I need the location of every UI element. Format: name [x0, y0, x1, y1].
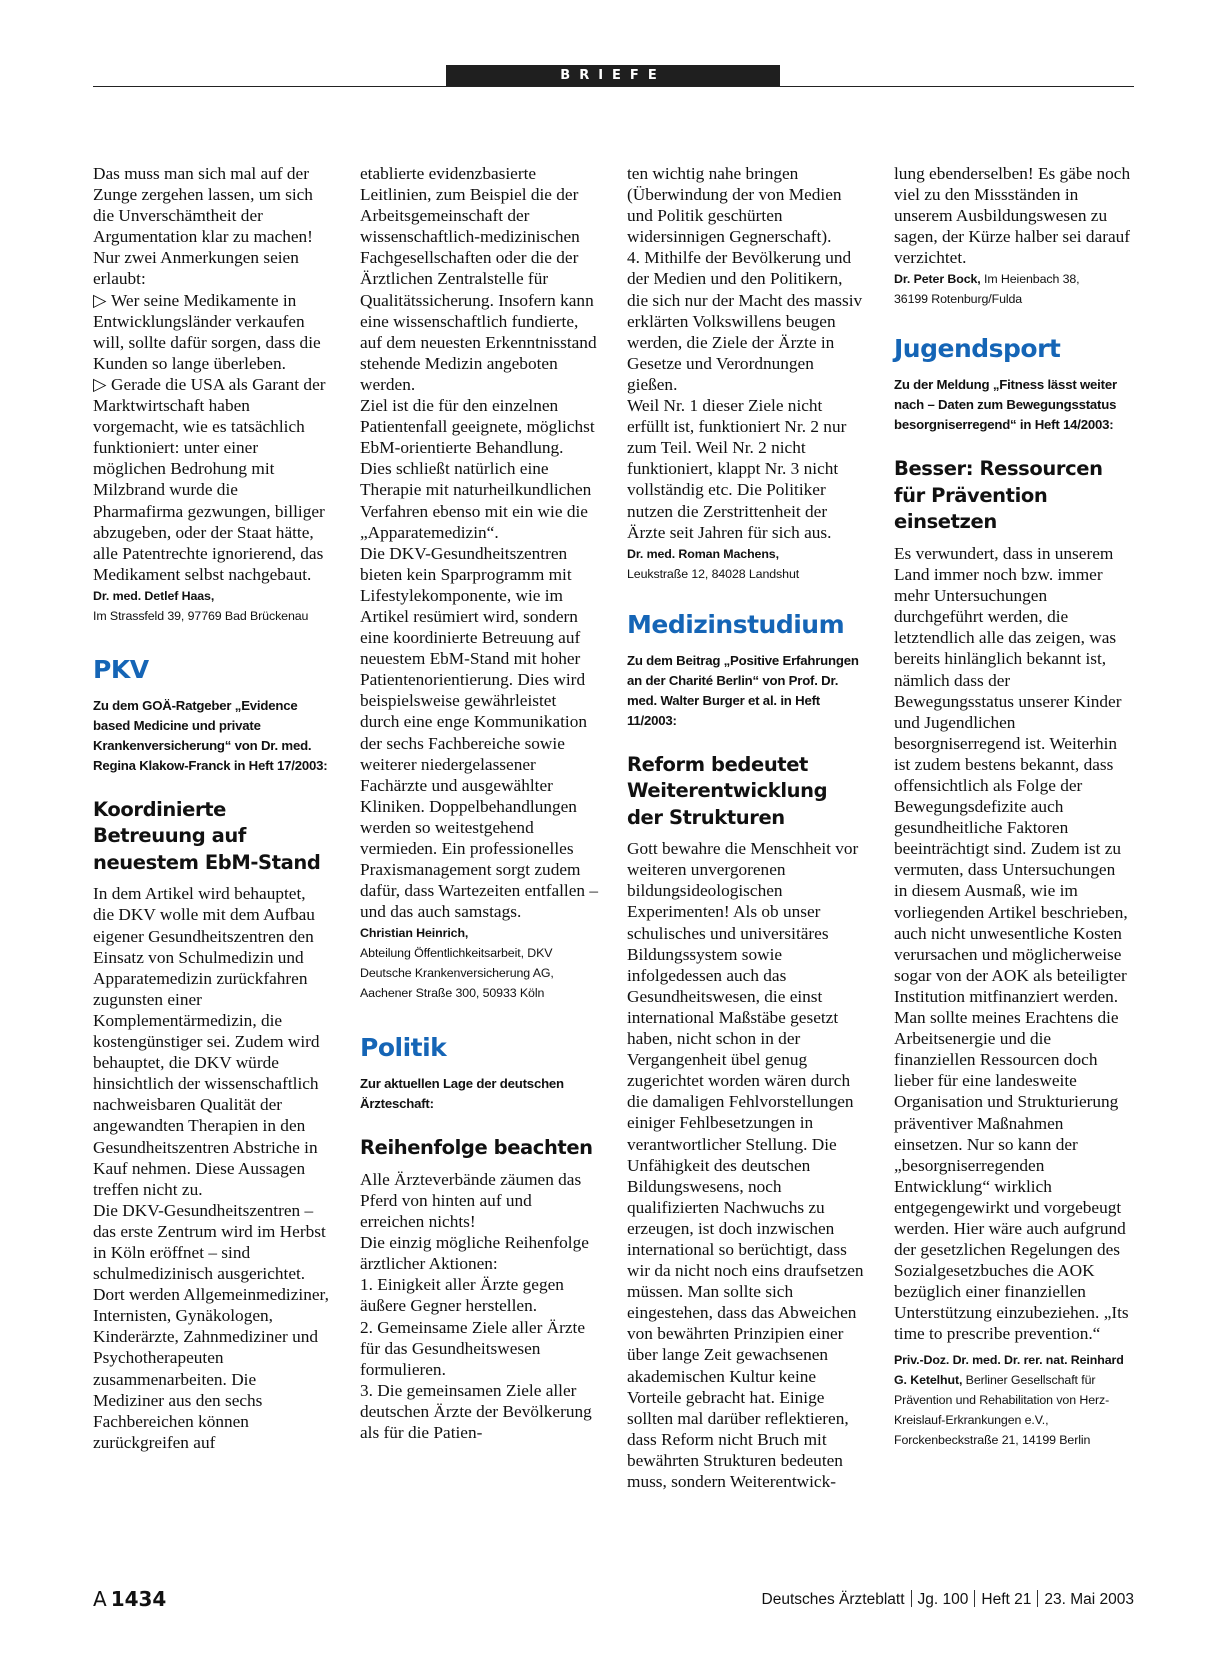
column-1 — [93, 163, 331, 1453]
page-number — [93, 1587, 166, 1611]
section-tab: BRIEFE — [446, 65, 780, 86]
reference-line: Zu der Meldung „Fitness lässt weiter nach – Daten zum Bewegungsstatus besorgniserregend“ in Heft 14/2003: — [894, 377, 1117, 433]
journal-footer — [762, 1590, 1134, 1609]
bullet-item — [93, 374, 331, 585]
author-address: Deutsche Krankenversicherung AG, — [360, 966, 554, 981]
topic-heading: Politik — [360, 1033, 447, 1063]
author-name: Dr. Peter Bock, — [894, 272, 981, 287]
footer-separator — [1037, 1590, 1038, 1607]
author-address: Im Strassfeld 39, 97769 Bad Brückenau — [93, 608, 309, 623]
paragraph: Das muss man sich mal auf der Zunge zergehen lassen, um sich die Unverschämtheit der Argumentation klar zu machen! — [93, 164, 313, 247]
paragraph: Ziel ist die für den einzelnen Patientenfall geeignete, möglichst EbM-orientierte Behandlung. Dies schließt natürlich eine Therapie mit naturheilkundlichen Verfahren ebenso mit ein wie die „Apparatemedizin“. — [360, 396, 595, 542]
paragraph: etablierte evidenzbasierte Leitlinien, zum Beispiel die der Arbeitsgemeinschaft der wissenschaftlich-medizinischen Fachgesellschaften oder die der Ärztlichen Zentralstelle für Qualitätssicherung. Insofern kann eine wissenschaftlich fundierte, auf dem neuesten Erkenntnisstand stehende Medizin angeboten werden. — [360, 164, 597, 394]
paragraph: Nur zwei Anmerkungen seien erlaubt: — [93, 248, 299, 289]
topic-heading: PKV — [93, 654, 149, 684]
author-name: Christian Heinrich, — [360, 926, 469, 941]
bullet-item — [93, 290, 331, 374]
author-address: Leukstraße 12, 84028 Landshut — [627, 566, 800, 581]
paragraph: Die DKV-Gesundheitszentren – das erste Zentrum wird im Herbst in Köln eröffnet – sind schulmedizinisch ausgerichtet. Dort werden Allgemeinmediziner, Internisten, Gynäkologen, Kinderärzte, Zahnmediziner und Psychotherapeuten zusammenarbeiten. Die Mediziner aus den sechs Fachbereichen können zurückgreifen auf — [93, 1200, 329, 1452]
column-3 — [627, 163, 865, 1492]
footer-separator — [911, 1590, 912, 1607]
header-rule — [93, 86, 1134, 87]
paragraph: Die einzig mögliche Reihenfolge ärztlicher Aktionen: — [360, 1233, 589, 1274]
journal-volume: Jg. 100 — [917, 1591, 969, 1608]
signature — [627, 544, 865, 584]
paragraph: Alle Ärzteverbände zäumen das Pferd von hinten auf und erreichen nichts! — [360, 1169, 582, 1232]
author-address: Aachener Straße 300, 50933 Köln — [360, 986, 545, 1001]
triangle-bullet-icon: ▷ — [93, 290, 107, 310]
paragraph: lung ebenderselben! Es gäbe noch viel zu den Missständen in unserem Ausbildungswesen zu sagen, der Kürze halber sei darauf verzichtet. — [894, 164, 1131, 268]
signature — [93, 586, 331, 626]
bullet-text: Gerade die USA als Garant der Marktwirtschaft haben vorgemacht, wie es tatsächlich funktioniert: unter einer möglichen Bedrohung mit Milzbrand wurde die Pharmafirma gezwungen, billiger abzugeben, oder der Staat hätte, alle Patentrechte ignorierend, das Medikament selbst nachgebaut. — [93, 374, 326, 584]
letter-headline: Reform bedeutet Weiterentwicklung der Strukturen — [627, 752, 828, 829]
paragraph: 1. Einigkeit aller Ärzte gegen äußere Gegner herstellen. — [360, 1275, 564, 1316]
signature — [894, 1350, 1132, 1450]
paragraph: Weil Nr. 1 dieser Ziele nicht erfüllt ist, funktioniert Nr. 2 nur zum Teil. Weil Nr. 2 nicht funktioniert, klappt Nr. 3 nicht vollständig etc. Die Politiker nutzen die Zerstrittenheit der Ärzte seit Jahren für sich aus. — [627, 396, 847, 542]
page-prefix: A — [93, 1587, 107, 1611]
letter-headline: Besser: Ressourcen für Prävention einsetzen — [894, 457, 1103, 534]
author-name: Dr. med. Detlef Haas, — [93, 588, 215, 603]
page-number-value: 1434 — [110, 1587, 167, 1611]
topic-heading: Jugendsport — [894, 334, 1061, 364]
author-address: 36199 Rotenburg/Fulda — [894, 292, 1023, 307]
paragraph: 3. Die gemeinsamen Ziele aller deutschen Ärzte der Bevölkerung als für die Patien- — [360, 1380, 592, 1442]
footer-separator — [974, 1590, 975, 1607]
journal-issue: Heft 21 — [981, 1591, 1032, 1608]
signature — [894, 269, 1132, 309]
reference-line: Zu dem Beitrag „Positive Erfahrungen an der Charité Berlin“ von Prof. Dr. med. Walter Burger et al. in Heft 11/2003: — [627, 652, 859, 728]
triangle-bullet-icon: ▷ — [93, 374, 107, 394]
signature — [360, 923, 598, 1003]
topic-heading: Medizinstudium — [627, 609, 845, 639]
paragraph: In dem Artikel wird behauptet, die DKV wolle mit dem Aufbau eigener Gesundheitszentren den Einsatz von Schulmedizin und Apparatemedizin zurückfahren zugunsten einer Komplementärmedizin, die kostengünstiger sei. Zudem wird behauptet, die DKV würde hinsichtlich der wissenschaftlich nachweisbaren Qualität der angewandten Therapien in den Gesundheitszentren Abstriche in Kauf nehmen. Diese Aussagen treffen nicht zu. — [93, 884, 320, 1199]
author-address: Im Heienbach 38, — [984, 272, 1080, 287]
journal-date: 23. Mai 2003 — [1044, 1591, 1134, 1608]
reference-line: Zur aktuellen Lage der deutschen Ärzteschaft: — [360, 1076, 564, 1112]
author-name: Priv.-Doz. Dr. med. Dr. rer. nat. Reinhard G. Ketelhut, — [894, 1352, 1124, 1387]
paragraph: Es verwundert, dass in unserem Land immer noch bzw. immer mehr Untersuchungen durchgeführt werden, die letztendlich alle das zeigen, was bereits hinlänglich bekannt ist, nämlich dass der Bewegungsstatus unserer Kinder und Jugendlichen besorgniserregend ist. Weiterhin ist zudem bestens bekannt, dass offensichtlich als Folge der Bewegungsdefizite auch gesundheitliche Faktoren beeinträchtigt sind. Zudem ist zu vermuten, dass Untersuchungen in diesem Ausmaß, wie im vorliegenden Artikel beschrieben, auch nicht unwesentliche Kosten verursachen und möglicherweise sogar von der AOK als beteiligter Institution mitfinanziert werden. Man sollte meines Erachtens die Arbeitsenergie und die finanziellen Ressourcen doch lieber für eine landesweite Organisation und Strukturierung präventiver Maßnahmen einsetzen. Nur so kann der „besorgniserregenden Entwicklung“ wirklich entgegengewirkt und vorgebeugt werden. Hier wäre auch aufgrund der gesetzlichen Regelungen des Sozialgesetzbuches die AOK bezüglich einer finanziellen Unterstützung einzubeziehen. „Its time to prescribe prevention.“ — [894, 543, 1129, 1344]
paragraph: Gott bewahre die Menschheit vor weiteren unvergorenen bildungsideologischen Experimenten! Als ob unser schulisches und universitäres Bildungssystem sowie infolgedessen auch das Gesundheitswesen, die einst international Maßstäbe gesetzt haben, nicht schon in der Vergangenheit übel genug zugerichtet worden wären durch die damaligen Fehlvorstellungen einiger Fehlbesetzungen in verantwortlicher Stellung. Die Unfähigkeit des deutschen Bildungswesens, noch qualifizierten Nachwuchs zu erzeugen, ist doch inzwischen international so berüchtigt, dass wir da nicht noch eins draufsetzen müssen. Man sollte sich eingestehen, dass das Abweichen von bewährten Prinzipien einer über lange Zeit gewachsenen akademischen Kultur keine Vorteile gebracht hat. Einige sollten mal darüber reflektieren, dass Reform nicht Bruch mit bewährten Strukturen bedeuten muss, sondern Weiterentwick- — [627, 839, 864, 1491]
letter-headline: Reihenfolge beachten — [360, 1136, 593, 1160]
bullet-text: Wer seine Medikamente in Entwicklungsländer verkaufen will, sollte dafür sorgen, dass die Kunden so lange überleben. — [93, 290, 321, 373]
paragraph: ten wichtig nahe bringen (Überwindung der von Medien und Politik geschürten widersinnigen Gegnerschaft). — [627, 164, 842, 247]
paragraph: Die DKV-Gesundheitszentren bieten kein Sparprogramm mit Lifestylekomponente, wie im Artikel resümiert wird, sondern eine koordinierte Betreuung auf neuestem EbM-Stand mit hoher Patientenorientierung. Dies wird beispielsweise gewährleistet durch eine enge Kommunikation der sechs Fachbereiche sowie weiterer niedergelassener Fachärzte und ausgewählter Kliniken. Doppelbehandlungen werden so weitestgehend vermieden. Ein professionelles Praxismanagement sorgt zudem dafür, dass Wartezeiten entfallen – und das auch samstags. — [360, 543, 598, 922]
paragraph: 4. Mithilfe der Bevölkerung und der Medien und den Politikern, die sich nur der Macht des massiv erklärten Volkswillens beugen werden, die Ziele der Ärzte in Gesetze und Verordnungen gießen. — [627, 248, 863, 394]
reference-line: Zu dem GOÄ-Ratgeber „Evidence based Medicine und private Krankenversicherung“ von Dr. med. Regina Klakow-Franck in Heft 17/2003: — [93, 697, 328, 773]
paragraph: 2. Gemeinsame Ziele aller Ärzte für das Gesundheitswesen formulieren. — [360, 1317, 586, 1379]
author-address: Berliner Gesellschaft für Prävention und Rehabilitation von Herz-Kreislauf-Erkrankungen e.V., Forckenbeckstraße 21, 14199 Berlin — [894, 1372, 1110, 1447]
letter-headline: Koordinierte Betreuung auf neuestem EbM-Stand — [93, 797, 321, 874]
author-name: Dr. med. Roman Machens, — [627, 546, 779, 561]
column-4 — [894, 163, 1132, 1450]
author-address: Abteilung Öffentlichkeitsarbeit, DKV — [360, 946, 553, 961]
journal-name: Deutsches Ärzteblatt — [761, 1591, 905, 1608]
column-2 — [360, 163, 598, 1443]
